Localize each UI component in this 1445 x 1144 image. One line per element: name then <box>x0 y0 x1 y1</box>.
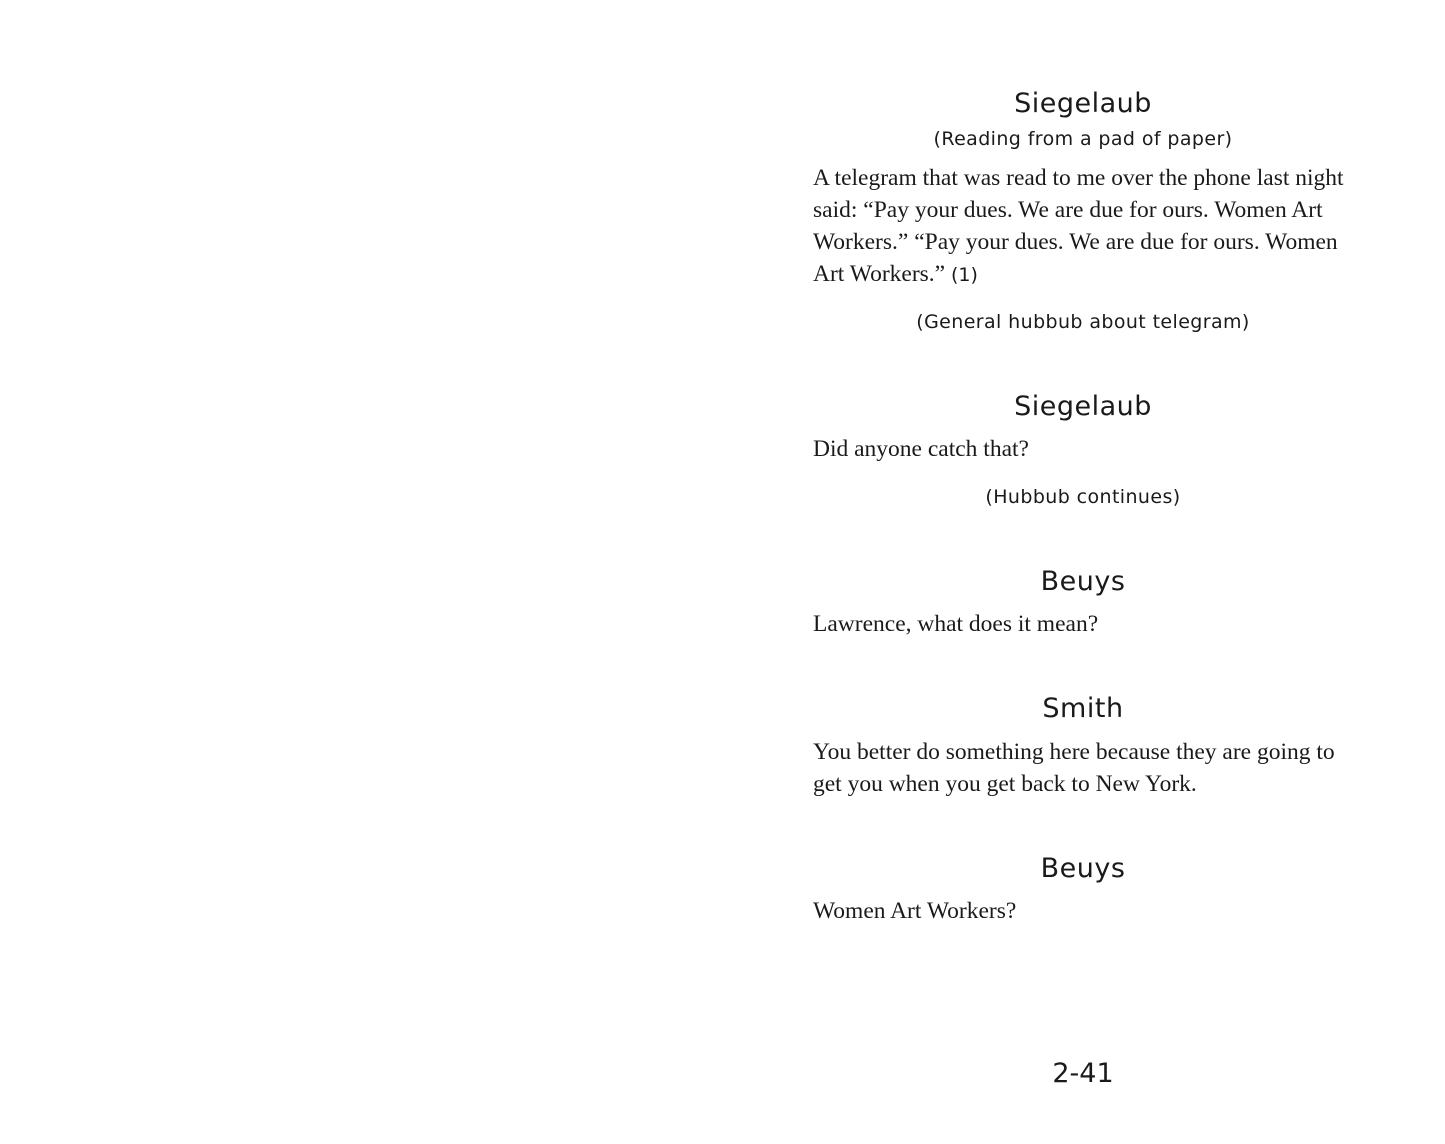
stage-direction: (Hubbub continues) <box>985 486 1181 508</box>
speech-text-body: A telegram that was read to me over the phone last night said: “Pay your dues. We are due for ours. Women Art Workers.” “Pay your dues. We are due for ours. Women Art Workers.” <box>813 165 1344 287</box>
right-page <box>722 0 1445 1144</box>
stage-direction: (Reading from a pad of paper) <box>933 128 1233 150</box>
speaker-name: Siegelaub <box>1014 391 1152 422</box>
speech-text <box>813 162 1358 291</box>
speaker-name: Beuys <box>1040 566 1126 597</box>
page-number: 2-41 <box>1052 1058 1114 1089</box>
speech-text: You better do something here because they are going to get you when you get back to New York. <box>813 739 1335 797</box>
speaker-name: Smith <box>1042 693 1124 724</box>
speech-text: Did anyone catch that? <box>813 436 1029 462</box>
stage-direction: (General hubbub about telegram) <box>916 311 1250 333</box>
speaker-name: Siegelaub <box>1014 88 1152 119</box>
speaker-name: Beuys <box>1040 853 1126 884</box>
left-page-blank <box>0 0 722 1144</box>
footnote-reference: (1) <box>950 264 978 286</box>
speech-text: Women Art Workers? <box>813 898 1017 924</box>
speech-text: Lawrence, what does it mean? <box>813 611 1099 637</box>
dialogue-column <box>813 0 1353 1144</box>
